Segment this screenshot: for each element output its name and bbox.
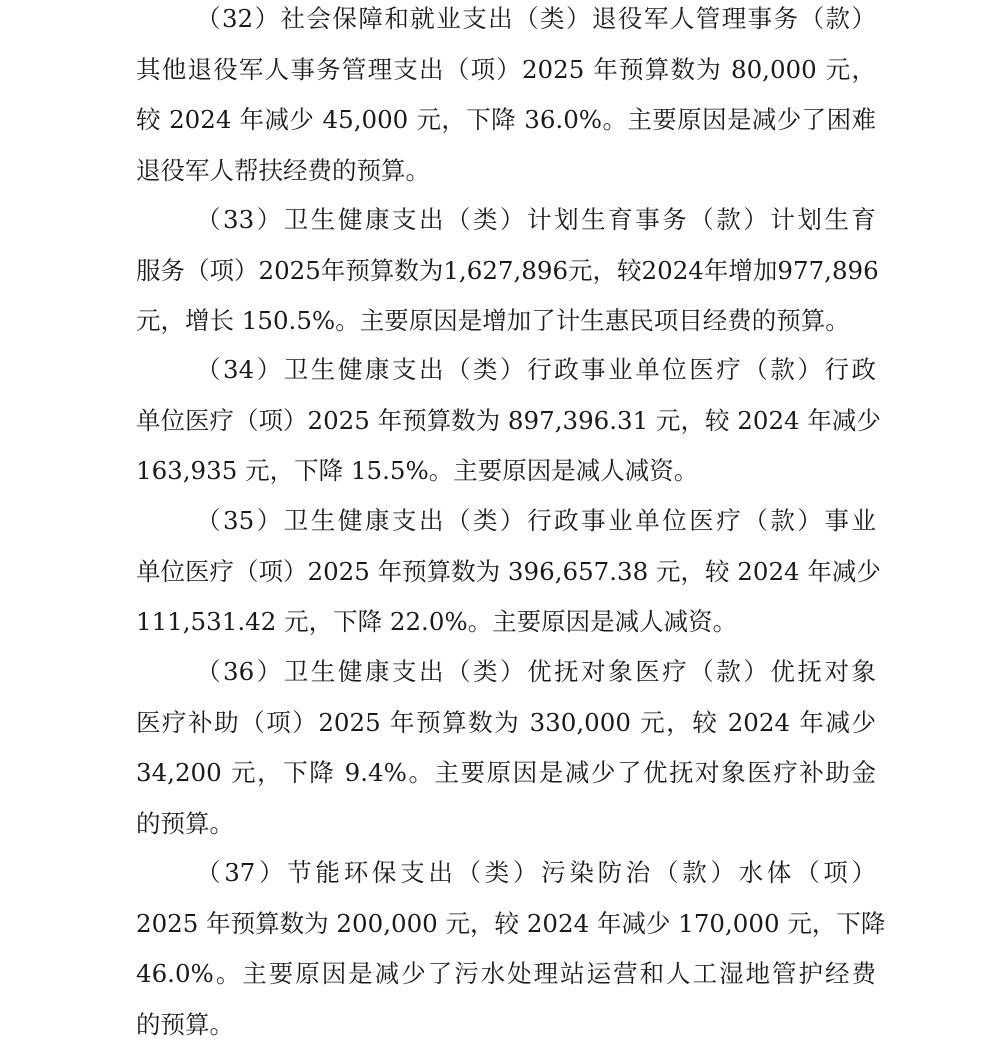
paragraph-34: [136, 345, 876, 497]
paragraph-line: （34）卫生健康支出（类）行政事业单位医疗（款）行政: [136, 345, 876, 396]
paragraph-line: 34,200 元，下降 9.4%。主要原因是减少了优抚对象医疗补助金: [136, 748, 876, 799]
paragraph-line: 退役军人帮扶经费的预算。: [136, 146, 876, 197]
paragraph-line: 111,531.42 元，下降 22.0%。主要原因是减人减资。: [136, 597, 876, 648]
paragraph-line: 元，增长 150.5%。主要原因是增加了计生惠民项目经费的预算。: [136, 296, 876, 347]
paragraph-line: （35）卫生健康支出（类）行政事业单位医疗（款）事业: [136, 496, 876, 547]
paragraph-line: （36）卫生健康支出（类）优抚对象医疗（款）优抚对象: [136, 647, 876, 698]
paragraph-line: 单位医疗（项）2025 年预算数为 897,396.31 元，较 2024 年减少: [136, 396, 876, 447]
paragraph-line: 服务（项）2025年预算数为1,627,896元，较2024年增加977,896: [136, 246, 876, 297]
paragraph-35: [136, 496, 876, 648]
paragraph-32: [136, 0, 876, 196]
paragraph-line: （32）社会保障和就业支出（类）退役军人管理事务（款）: [136, 0, 876, 45]
paragraph-36: [136, 647, 876, 849]
paragraph-line: 较 2024 年减少 45,000 元，下降 36.0%。主要原因是减少了困难: [136, 95, 876, 146]
paragraph-line: 46.0%。主要原因是减少了污水处理站运营和人工湿地管护经费: [136, 949, 876, 1000]
paragraph-line: 其他退役军人事务管理支出（项）2025 年预算数为 80,000 元，: [136, 45, 876, 96]
paragraph-line: 的预算。: [136, 799, 876, 850]
paragraph-33: [136, 195, 876, 347]
paragraph-line: （37）节能环保支出（类）污染防治（款）水体（项）: [136, 848, 876, 899]
paragraph-line: 医疗补助（项）2025 年预算数为 330,000 元，较 2024 年减少: [136, 698, 876, 749]
paragraph-line: 2025 年预算数为 200,000 元，较 2024 年减少 170,000 元，下降: [136, 899, 876, 950]
paragraph-line: （33）卫生健康支出（类）计划生育事务（款）计划生育: [136, 195, 876, 246]
paragraph-line: 163,935 元，下降 15.5%。主要原因是减人减资。: [136, 446, 876, 497]
paragraph-line: 单位医疗（项）2025 年预算数为 396,657.38 元，较 2024 年减少: [136, 547, 876, 598]
paragraph-37: [136, 848, 876, 1050]
paragraph-line: 的预算。: [136, 1000, 876, 1050]
